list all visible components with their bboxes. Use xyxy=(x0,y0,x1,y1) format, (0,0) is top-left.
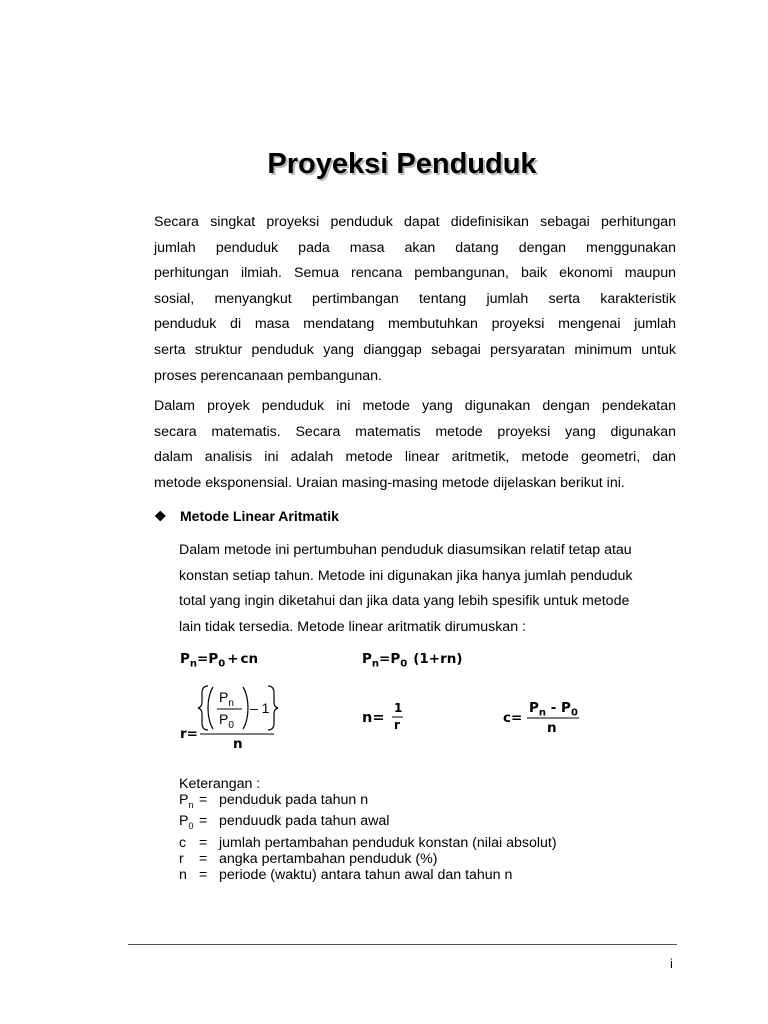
section-heading-text: Metode Linear Aritmatik xyxy=(180,508,339,524)
formula-n xyxy=(362,700,412,740)
page-title: Proyeksi Penduduk xyxy=(267,148,537,180)
intro-paragraph xyxy=(154,210,676,389)
method-paragraph xyxy=(154,394,676,496)
formula-c-num: $P_n - P_0$ xyxy=(529,700,578,719)
formula-c xyxy=(503,700,593,740)
formula-pn-rate: $P_n=P_0$ (1+rn) xyxy=(362,651,463,670)
paragraph-line: penduduk di masa mendatang membutuhkan proyeksi mengenai jumlah xyxy=(154,316,676,333)
paragraph-line: dalam analisis ini adalah metode linear aritmetik, metode geometri, dan xyxy=(154,449,676,466)
paragraph-line: Dalam metode ini pertumbuhan penduduk diasumsikan relatif tetap atau xyxy=(179,542,632,558)
formula-r-numerator-pn: $P_n$ xyxy=(219,689,234,709)
page-number: i xyxy=(670,956,673,971)
paragraph-line: sosial, menyangkut pertimbangan tentang jumlah serta karakteristik xyxy=(154,290,676,307)
keterangan-label: Keterangan : xyxy=(179,776,261,792)
paragraph-line: perhitungan ilmiah. Semua rencana pembangunan, baik ekonomi maupun xyxy=(154,265,676,282)
formula-n-lhs: n= xyxy=(362,710,385,726)
formula-n-den: r xyxy=(394,718,400,732)
legend-row: r = angka pertambahan penduduk (%) xyxy=(179,850,438,867)
paragraph-line: jumlah penduduk pada masa akan datang dengan menggunakan xyxy=(154,239,676,256)
paragraph-line: konstan setiap tahun. Metode ini digunakan jika hanya jumlah penduduk xyxy=(179,567,633,584)
legend-row: $P_0$ = penduudk pada tahun awal xyxy=(179,813,390,832)
legend-row: n = periode (waktu) antara tahun awal dan tahun n xyxy=(179,867,513,884)
formula-r-lhs: r= xyxy=(180,726,198,742)
keterangan-legend xyxy=(179,776,557,883)
section-paragraph xyxy=(179,538,677,640)
formula-r-den: n xyxy=(233,736,243,752)
formula-n-num: 1 xyxy=(394,701,403,715)
paragraph-line: serta struktur penduduk yang dianggap sebagai persyaratan minimum untuk xyxy=(154,341,676,358)
formula-c-lhs: c= xyxy=(503,710,523,726)
paragraph-line: total yang ingin diketahui dan jika data yang lebih spesifik untuk metode xyxy=(179,593,630,610)
formula-n-fraction-bar xyxy=(362,700,412,740)
formula-c-den: n xyxy=(547,720,557,736)
paragraph-line: proses perencanaan pembangunan. xyxy=(154,367,382,384)
diamond-bullet-icon: ❖ xyxy=(154,508,167,524)
formula-pn-linear: $P_n=P_0$ + cn xyxy=(180,651,259,670)
legend-row: c = jumlah pertambahan penduduk konstan (nilai absolut) xyxy=(179,834,557,851)
paragraph-line: Secara singkat proyeksi penduduk dapat didefinisikan sebagai perhitungan xyxy=(154,214,676,230)
footer-divider xyxy=(128,944,677,945)
formula-r xyxy=(180,683,280,753)
formula-r-minus-one: – 1 xyxy=(250,700,270,716)
section-heading xyxy=(154,508,339,525)
formula-r-denominator-p0: $P_0$ xyxy=(219,711,234,731)
paragraph-line: Dalam proyek penduduk ini metode yang digunakan dengan pendekatan xyxy=(154,398,676,414)
paragraph-line: lain tidak tersedia. Metode linear aritmatik dirumuskan : xyxy=(179,618,526,635)
legend-row: $P_n$ = penduduk pada tahun n xyxy=(179,792,369,811)
paragraph-line: secara matematis. Secara matematis metode proyeksi yang digunakan xyxy=(154,423,676,440)
paragraph-line: metode eksponensial. Uraian masing-masing metode dijelaskan berikut ini. xyxy=(154,474,625,491)
